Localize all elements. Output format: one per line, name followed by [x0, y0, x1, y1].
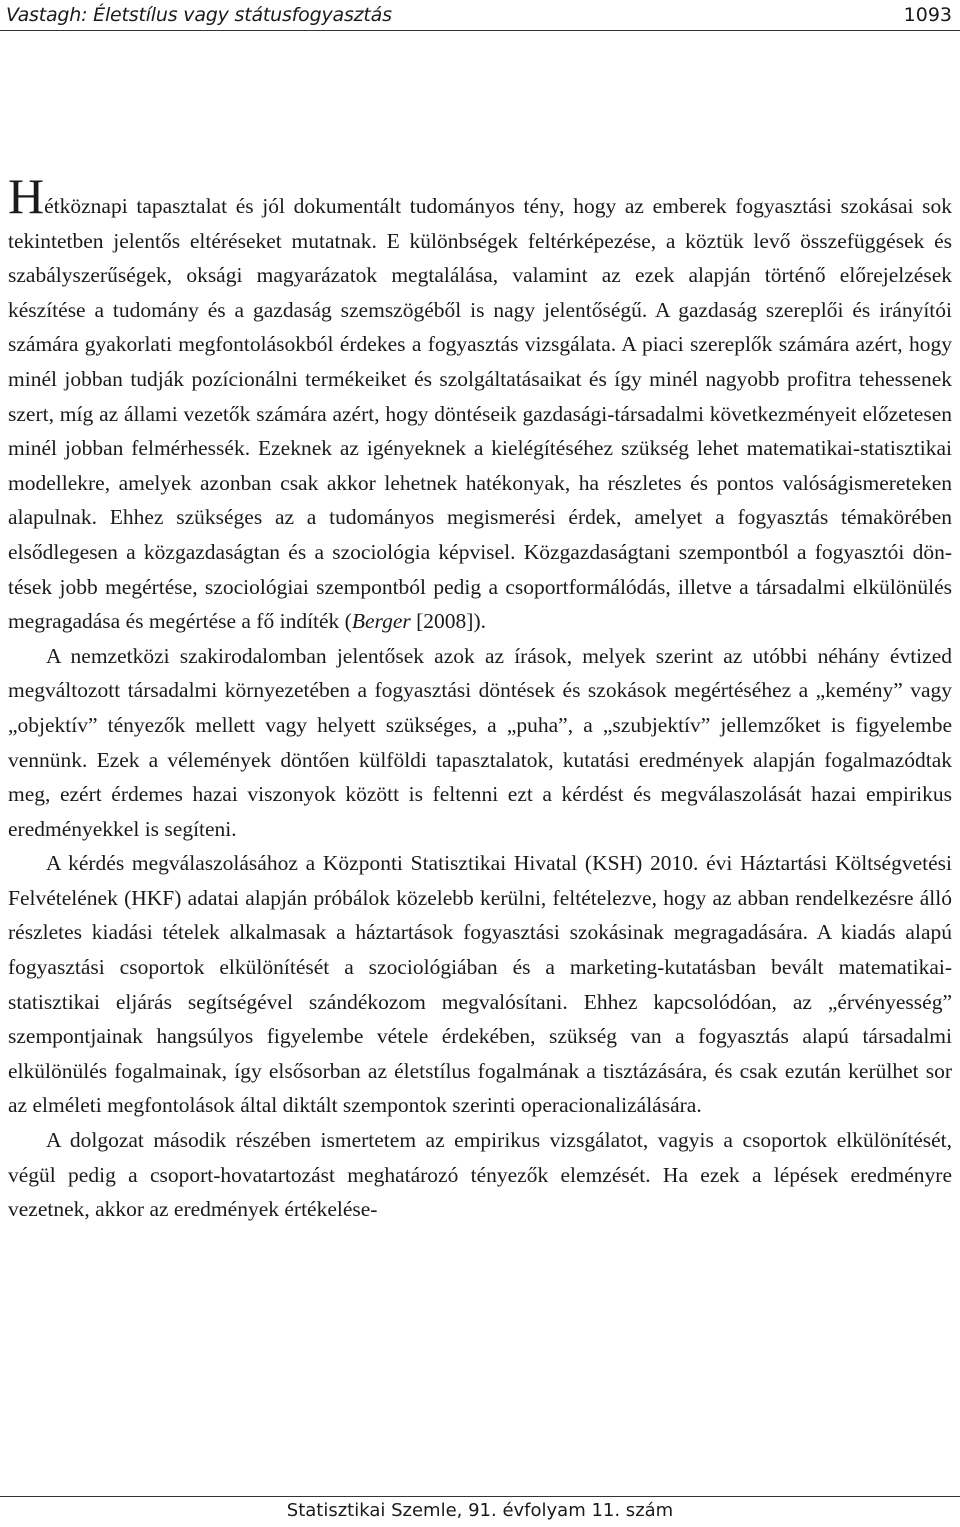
citation-author: Berger: [351, 609, 411, 634]
paragraph-text: étköznapi tapasztalat és jól dokumentált tudományos tény, hogy az emberek fogyasztási szokásai sok tekintetben jelentős eltéréseket mutatnak. E különbségek feltérképezése, a köztük levő összefüggések és szabályszerűségek, oksági magyarázatok megtalálása, valamint az ezek alapján történő előrejelzések készítése a tudomány és a gazdaság szemszögéből is nagy jelentőségű. A gazdaság szereplői és irányítói számára gyakorlati megfontolásokból érdekes a fogyasztás vizsgálata. A piaci szereplők számára azért, hogy minél jobban tudják pozícionálni termékeiket és szolgáltatásaikat és így minél nagyobb profitra tehessenek szert, míg az állami vezetők számára azért, hogy döntéseik gazdasági-társadalmi következményeit előzetesen minél jobban felmérhessék. Ezeknek az igényeknek a kielégítéséhez szükség lehet matematikai-statisztikai modellekre, amelyek azonban csak akkor lehetnek hatékonyak, ha részletes és pontos valóságismereteken alapulnak. Ehhez szükséges az a tudományos megismerési érdek, amelyet a fogyasztás témakörében elsődlegesen a közgazdaságtan és a szociológia képvisel. Közgazdaságtani szempontból a fogyasztói döntések jobb megértése, szociológiai szempontból pedig a csoportformálódás, illetve a társadalmi elkülönülés megragadása és megértése a fő indíték (: [8, 194, 952, 634]
journal-citation: Statisztikai Szemle, 91. évfolyam 11. szám: [286, 1500, 674, 1521]
running-header: [0, 0, 960, 31]
paragraph-1: [8, 168, 952, 639]
paragraph-4: [8, 1123, 952, 1227]
paragraph-text: A kérdés megválaszolásához a Központi Statisztikai Hivatal (KSH) 2010. évi Háztartási Költségvetési Felvételének (HKF) adatai alapján próbálok közelebb kerülni, feltételezve, hogy az abban rendelkezésre álló részletes kiadási tételek alkalmasak a háztartások fogyasztási szokásinak megragadására. A kiadás alapú fogyasztási csoportok elkülönítését a szociológiában és a marketing-kutatásban bevált matematikai-statisztikai eljárás segítségével szándékozom megvalósítani. Ehhez kapcsolódóan, az „érvényesség” szempontjainak hangsúlyos figyelembe vétele érdekében, szükség van a fogyasztás alapú társadalmi elkülönülés fogalmainak, így elsősorban az életstílus fogalmának a tisztázására, és csak ezután kerülhet sor az elméleti megfontolások által diktált szempontok szerinti operacionalizálására.: [8, 851, 952, 1118]
paragraph-text: A dolgozat második részében ismertetem az empirikus vizsgálatot, vagyis a csoportok elkülönítését, végül pedig a csoport-hovatartozást meghatározó tényezők elemzését. Ha ezek a lépések eredményre vezetnek, akkor az eredmények értékelése-: [8, 1128, 952, 1222]
page-number: 1093: [903, 4, 952, 26]
article-body: [8, 168, 952, 1227]
running-title: Vastagh: Életstílus vagy státusfogyasztás: [6, 4, 392, 26]
paragraph-3: [8, 846, 952, 1123]
journal-footer: [0, 1496, 960, 1527]
drop-cap: H: [8, 168, 45, 224]
paragraph-text: A nemzetközi szakirodalomban jelentősek azok az írások, melyek szerint az utóbbi néhány évtized megváltozott társadalmi környezetében a fogyasztási döntések és szokások megértéséhez a „kemény” vagy „objektív” tényezők mellett vagy helyett szükséges, a „puha”, a „szubjektív” jellemzőket is figyelembe vennünk. Ezek a vélemények döntően külföldi tapasztalatok, kutatási eredmények alapján fogalmazódtak meg, ezért érdemes hazai viszonyok között is feltenni ezt a kérdést és megválaszolását hazai empirikus eredményekkel is segíteni.: [8, 643, 952, 841]
paragraph-2: [8, 639, 952, 847]
citation-year: [2008]).: [410, 609, 486, 634]
